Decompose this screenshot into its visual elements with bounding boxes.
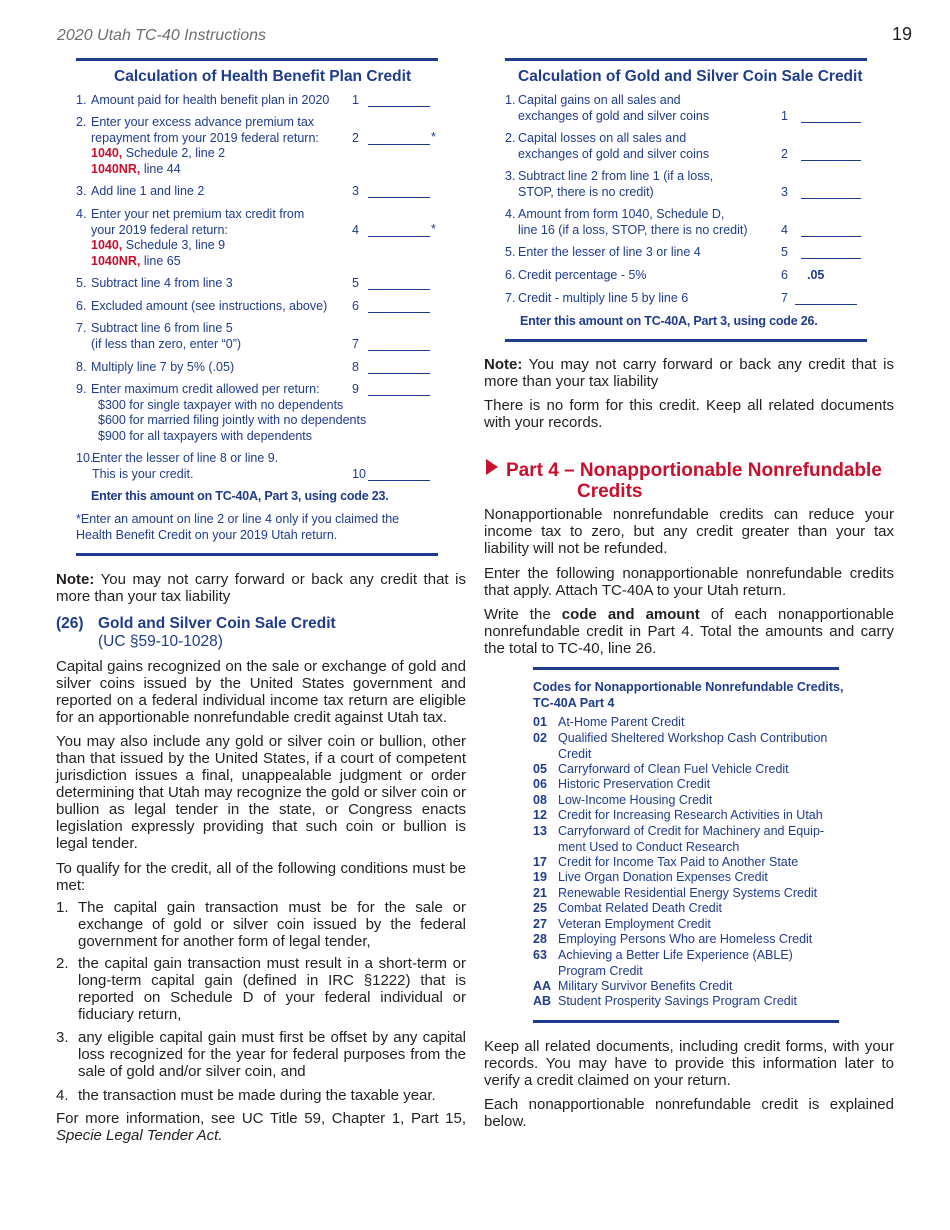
condition-item: 3. any eligible capital gain must first be offset by any capital loss recognized for the year for federal purposes from the sale of gold and/or silver coin, and [56,1029,466,1080]
line-6-entry-blank[interactable] [368,299,430,313]
worksheet-instruction: Enter this amount on TC-40A, Part 3, using code 23. [91,489,389,503]
codes-title: Codes for Nonapportionable Nonrefundable Credits, TC-40A Part 4 [533,680,844,710]
line-4-entry-blank[interactable] [801,223,861,237]
triangle-arrow-icon [486,459,498,475]
paragraph-conditions-intro: To qualify for the credit, all of the following conditions must be met: [56,860,466,894]
condition-item: 1. The capital gain transaction must be for the sale or exchange of gold or silver coin issued by the federal government for another form of legal tender, [56,899,466,950]
worksheet-title: Calculation of Health Benefit Plan Credit [114,68,412,85]
line-2-entry-blank[interactable] [801,147,861,161]
credit-percentage-value: .05 [807,268,825,282]
paragraph-capital-gains: Capital gains recognized on the sale or exchange of gold and silver coins issued by the United States government and reported on a federal individual income tax return are eligible for an apportionable nonrefundable credit against Utah tax. [56,658,466,726]
worksheet-title: Calculation of Gold and Silver Coin Sale Credit [518,68,863,85]
worksheet-bottom-rule [505,339,867,342]
right-note: Note: You may not carry forward or back any credit that is more than your tax liability [484,356,894,390]
gold-silver-worksheet: Calculation of Gold and Silver Coin Sale Credit 1. Capital gains on all sales and exchanges of gold and silver coins 1 2. Capital losses on all sales and exchanges of gold and silver coins 2 3. Subtract line 2 from line 1 (if a loss, STOP, there is no credit) 3 4. Amount from form 1040, Schedule D, line 16 (if a loss, STOP, there is no credit) 4 5. Enter the lesser of line 3 or line 4 5 6. Credit percentage - 5% 6 .05 7. Credit - multiply line 5 by line 6 7 Enter this amount on TC-40A, Part 3, using code 26. [505,58,867,344]
line-1-entry-blank[interactable] [801,109,861,123]
line-3-entry-blank[interactable] [801,185,861,199]
line-3-entry-blank[interactable] [368,184,430,198]
write-code-paragraph: Write the code and amount of each nonapportionable nonrefundable credit in Part 4. Total the amounts and carry the total to TC-40, line 26. [484,606,894,657]
document-header-title: 2020 Utah TC-40 Instructions [57,27,266,44]
line-10-entry-blank[interactable] [368,467,430,481]
line-5-entry-blank[interactable] [801,245,861,259]
line-8-entry-blank[interactable] [368,360,430,374]
credit-codes-box: Codes for Nonapportionable Nonrefundable Credits, TC-40A Part 4 01 At-Home Parent Credit 02 Qualified Sheltered Workshop Cash Contribution Credit 05 Carryforward of Clean Fuel Vehicle Credit 06 Historic Preservation Credit 08 Low-Income Housing Credit 12 Credit for Increasing Research Activities in Utah 13 Carryforward of Credit for Machinery and Equip- ment Used to Conduct Research 17 Credit for Income Tax Paid to Another State 19 Live Organ Donation Expenses Credit 21 Renewable Residential Energy Systems Credit 25 Combat Related Death Credit 27 Veteran Employment Credit 28 Employing Persons Who are Homeless Credit 63 Achieving a Better Life Experience (ABLE) Program Credit AA Military Survivor Benefits Credit AB Student Prosperity Savings Program Credit [533,667,839,1027]
line-5-entry-blank[interactable] [368,276,430,290]
worksheet-footnote: *Enter an amount on line 2 or line 4 only if you claimed the Health Benefit Credit on your 2019 Utah return. [76,512,400,542]
line-1-entry-blank[interactable] [368,93,430,107]
explanation-paragraph: Each nonapportionable nonrefundable credit is explained below. [484,1096,894,1130]
worksheet-top-rule [76,58,438,61]
section-26-heading: (26) Gold and Silver Coin Sale Credit (UC §59-10-1028) [56,615,336,650]
line-9-entry-blank[interactable] [368,382,430,396]
worksheet-bottom-rule [76,553,438,556]
line-4-entry-blank[interactable] [368,223,430,237]
page-number: 19 [892,24,913,44]
codes-top-rule [533,667,839,670]
line-7-entry-blank[interactable] [795,291,857,305]
keep-documents-paragraph: Keep all related documents, including credit forms, with your records. You may have to provide this information later to verify a credit claimed on your return. [484,1038,894,1089]
no-form-paragraph: There is no form for this credit. Keep all related documents with your records. [484,397,894,431]
part-4-instructions: Enter the following nonapportionable nonrefundable credits that apply. Attach TC-40A to your Utah return. [484,565,894,599]
part-4-intro: Nonapportionable nonrefundable credits can reduce your income tax to zero, but any credit greater than your tax liability will not be refunded. [484,506,894,557]
line-7-entry-blank[interactable] [368,337,430,351]
condition-item: 4. the transaction must be made during the taxable year. [56,1087,436,1104]
condition-item: 2. the capital gain transaction must result in a short-term or long-term capital gain (defined in IRC §1222) that is reported on Schedule D of your federal individual or fiduciary return, [56,955,466,1023]
more-info: For more information, see UC Title 59, Chapter 1, Part 15, Specie Legal Tender Act. [56,1110,466,1144]
line-2-entry-blank[interactable] [368,131,430,145]
paragraph-other-coins: You may also include any gold or silver coin or bullion, other than that issued by the United States, if a court of competent jurisdiction issues a final, unappealable judgment or order determining that Utah may recognize the gold or silver coin or bullion as legal tender in the state, or Congress enacts legislation expressly providing that such coin or bullion is legal tender. [56,733,466,852]
worksheet-instruction: Enter this amount on TC-40A, Part 3, using code 26. [520,314,818,328]
worksheet-top-rule [505,58,867,61]
part-4-heading: Part 4 – Nonapportionable Nonrefundable Credits [486,459,896,502]
health-benefit-worksheet: Calculation of Health Benefit Plan Credit 1. Amount paid for health benefit plan in 2020 1 2. Enter your excess advance premium tax repayment from your 2019 federal return: 1040, Schedule 2, line 2 1040NR, line 44 2 * 3. Add line 1 and line 2 3 4. Enter your net premium tax credit from your 2019 federal return: 1040, Schedule 3, line 9 1040NR, line 65 4 * 5. Subtract line 4 from line 3 5 6. Excluded amount (see instructions, above) 6 7. Subtract line 6 from line 5 (if less than zero, enter “0”) 7 8. Multiply line 7 by 5% (.05) 8 9. Enter maximum credit allowed per return: $300 for single taxpayer with no dependents $600 for married filing jointly with no dependents $900 for all taxpayers with dependents 9 10. Enter the lesser of line 8 or line 9. This is your credit. 10 Enter this amount on TC-40A, Part 3, using code 23. *Enter an amount on line 2 or line 4 only if you claimed the Health Benefit Credit on your 2019 Utah return. [76,58,438,558]
left-note: Note: You may not carry forward or back any credit that is more than your tax liability [56,571,466,605]
codes-bottom-rule [533,1020,839,1023]
